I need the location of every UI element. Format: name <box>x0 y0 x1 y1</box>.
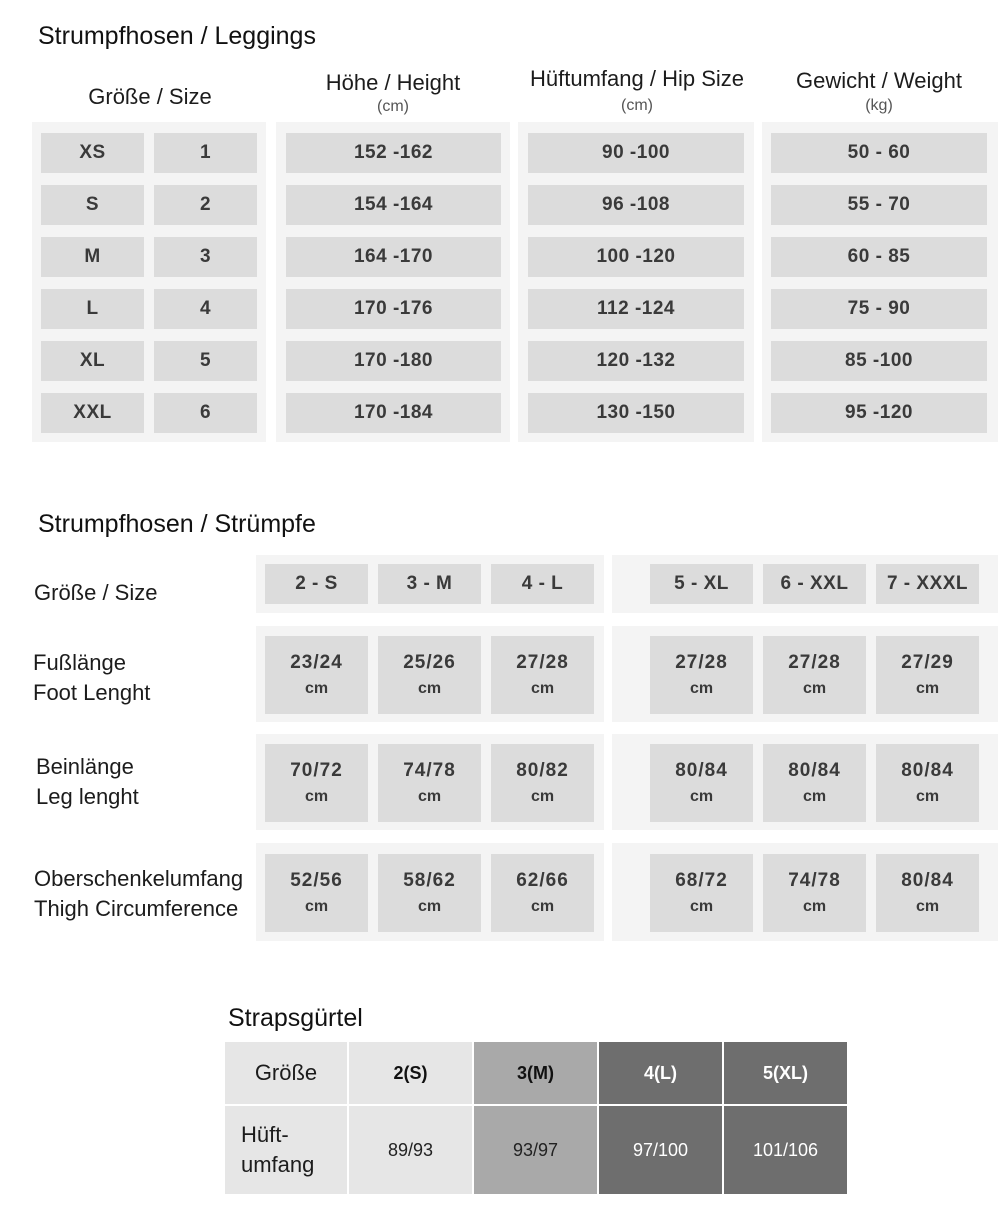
foot-length-label-en: Foot Lenght <box>33 680 151 705</box>
value: 27/28 <box>675 652 728 673</box>
belt-hip-cell: 97/100 <box>598 1105 723 1195</box>
leg-length-label <box>36 752 139 812</box>
hip-cell: 120 -132 <box>528 341 744 381</box>
thigh-cell <box>378 854 481 932</box>
size-number-cell: 4 <box>154 289 257 329</box>
leg-length-label-de: Beinlänge <box>36 754 134 779</box>
leg-length-cell <box>491 744 594 822</box>
height-cell: 170 -176 <box>286 289 501 329</box>
value: 62/66 <box>516 870 569 891</box>
stockings-title: Strumpfhosen / Strümpfe <box>38 510 316 538</box>
leggings-title: Strumpfhosen / Leggings <box>38 22 316 50</box>
weight-cell: 60 - 85 <box>771 237 987 277</box>
hip-cell: 90 -100 <box>528 133 744 173</box>
weight-unit: (kg) <box>865 97 893 114</box>
hip-cell: 96 -108 <box>528 185 744 225</box>
value: 80/84 <box>675 760 728 781</box>
height-cell: 152 -162 <box>286 133 501 173</box>
belt-hip-cell: 89/93 <box>348 1105 473 1195</box>
value: 80/82 <box>516 760 569 781</box>
value: 25/26 <box>403 652 456 673</box>
belt-size-cell: 4(L) <box>598 1041 723 1105</box>
weight-cell: 85 -100 <box>771 341 987 381</box>
thigh-label-de: Oberschenkelumfang <box>34 866 244 891</box>
hip-column-header: Hüftumfang / Hip Size <box>530 66 744 91</box>
leg-length-cell <box>763 744 866 822</box>
foot-length-cell <box>763 636 866 714</box>
unit: cm <box>689 898 714 915</box>
thigh-cell <box>876 854 979 932</box>
weight-cell: 50 - 60 <box>771 133 987 173</box>
foot-length-cell <box>876 636 979 714</box>
stocking-size-cell: 2 - S <box>265 564 368 604</box>
height-column-header: Höhe / Height <box>325 70 461 95</box>
unit: cm <box>802 680 827 697</box>
size-number-cell: 3 <box>154 237 257 277</box>
unit: cm <box>417 788 442 805</box>
size-number-cell: 5 <box>154 341 257 381</box>
unit: cm <box>689 788 714 805</box>
size-number-cell: 2 <box>154 185 257 225</box>
belt-size-cell: 2(S) <box>348 1041 473 1105</box>
size-letter-cell: XS <box>41 133 144 173</box>
hip-cell: 112 -124 <box>528 289 744 329</box>
foot-length-cell <box>491 636 594 714</box>
size-letter-cell: L <box>41 289 144 329</box>
foot-length-cell <box>378 636 481 714</box>
size-letter-cell: M <box>41 237 144 277</box>
weight-cell: 95 -120 <box>771 393 987 433</box>
belt-hip-label <box>224 1105 348 1195</box>
stockings-size-label: Größe / Size <box>34 580 158 605</box>
thigh-label-en: Thigh Circumference <box>34 896 239 921</box>
unit: cm <box>417 898 442 915</box>
foot-length-cell <box>265 636 368 714</box>
foot-length-cell <box>650 636 753 714</box>
size-letter-cell: S <box>41 185 144 225</box>
belt-size-cell: 5(XL) <box>723 1041 848 1105</box>
unit: cm <box>689 680 714 697</box>
leg-length-cell <box>378 744 481 822</box>
value: 70/72 <box>290 760 343 781</box>
height-cell: 170 -184 <box>286 393 501 433</box>
unit: cm <box>304 788 329 805</box>
belt-hip-cell: 101/106 <box>723 1105 848 1195</box>
weight-cell: 75 - 90 <box>771 289 987 329</box>
leg-length-cell <box>650 744 753 822</box>
stocking-size-cell: 5 - XL <box>650 564 753 604</box>
hip-unit: (cm) <box>621 97 653 114</box>
hip-cell: 130 -150 <box>528 393 744 433</box>
unit: cm <box>802 788 827 805</box>
belt-hip-label-line1: Hüft- <box>241 1122 289 1147</box>
value: 80/84 <box>901 870 954 891</box>
leg-length-cell <box>265 744 368 822</box>
stocking-size-cell: 7 - XXXL <box>876 564 979 604</box>
unit: cm <box>915 788 940 805</box>
thigh-cell <box>265 854 368 932</box>
unit: cm <box>915 680 940 697</box>
size-number-cell: 6 <box>154 393 257 433</box>
value: 74/78 <box>788 870 841 891</box>
value: 27/29 <box>901 652 954 673</box>
size-letter-cell: XL <box>41 341 144 381</box>
unit: cm <box>417 680 442 697</box>
unit: cm <box>304 680 329 697</box>
belt-size-cell: 3(M) <box>473 1041 598 1105</box>
unit: cm <box>802 898 827 915</box>
belt-title: Strapsgürtel <box>228 1004 363 1032</box>
height-cell: 154 -164 <box>286 185 501 225</box>
stocking-size-cell: 6 - XXL <box>763 564 866 604</box>
value: 80/84 <box>901 760 954 781</box>
hip-cell: 100 -120 <box>528 237 744 277</box>
belt-hip-cell: 93/97 <box>473 1105 598 1195</box>
value: 52/56 <box>290 870 343 891</box>
unit: cm <box>304 898 329 915</box>
leg-length-cell <box>876 744 979 822</box>
unit: cm <box>530 788 555 805</box>
thigh-label <box>34 864 243 924</box>
belt-size-table <box>223 1040 849 1196</box>
belt-hip-label-line2: umfang <box>241 1152 315 1177</box>
weight-cell: 55 - 70 <box>771 185 987 225</box>
thigh-cell <box>491 854 594 932</box>
unit: cm <box>530 898 555 915</box>
height-cell: 164 -170 <box>286 237 501 277</box>
weight-column-header: Gewicht / Weight <box>796 68 962 93</box>
value: 68/72 <box>675 870 728 891</box>
value: 27/28 <box>516 652 569 673</box>
belt-size-label: Größe <box>224 1041 348 1105</box>
foot-length-label-de: Fußlänge <box>33 650 126 675</box>
value: 58/62 <box>403 870 456 891</box>
unit: cm <box>915 898 940 915</box>
size-letter-cell: XXL <box>41 393 144 433</box>
value: 27/28 <box>788 652 841 673</box>
value: 23/24 <box>290 652 343 673</box>
stocking-size-cell: 3 - M <box>378 564 481 604</box>
size-column-header: Größe / Size <box>88 84 212 109</box>
height-cell: 170 -180 <box>286 341 501 381</box>
size-number-cell: 1 <box>154 133 257 173</box>
thigh-cell <box>650 854 753 932</box>
foot-length-label <box>33 648 150 708</box>
value: 74/78 <box>403 760 456 781</box>
value: 80/84 <box>788 760 841 781</box>
stocking-size-cell: 4 - L <box>491 564 594 604</box>
leg-length-label-en: Leg lenght <box>36 784 139 809</box>
thigh-cell <box>763 854 866 932</box>
height-unit: (cm) <box>377 98 409 115</box>
unit: cm <box>530 680 555 697</box>
